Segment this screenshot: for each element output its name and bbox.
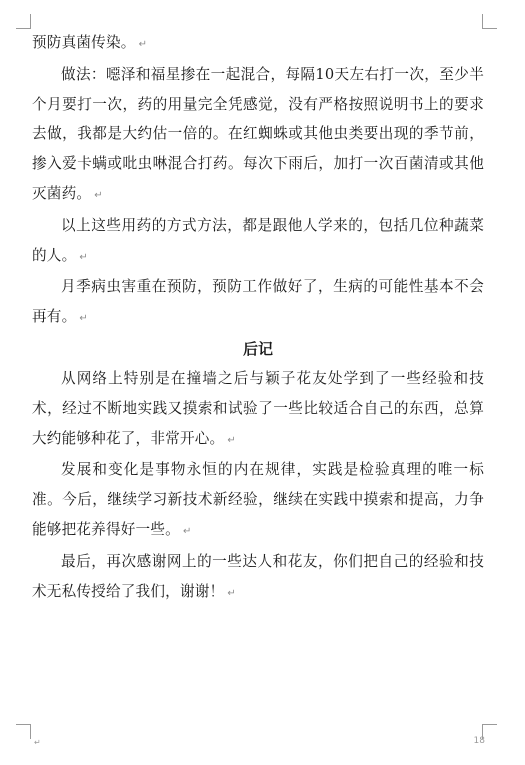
paragraph[interactable]: [32, 272, 484, 334]
page-number: 18: [473, 736, 485, 746]
paragraph-text: 预防真菌传染。: [32, 34, 136, 51]
crop-mark-top-right: [482, 14, 497, 29]
document-body[interactable]: [32, 28, 484, 608]
paragraph[interactable]: [32, 547, 484, 609]
paragraph-text: 以上这些用药的方式方法，都是跟他人学来的，包括几位种蔬菜的人。: [32, 216, 484, 264]
paragraph-text: 做法：噁泽和福星掺在一起混合，每隔10天左右打一次，至少半个月要打一次，药的用量完全凭感觉，没有严格按照说明书上的要求去做，我都是大约估一倍的。在红蜘蛛或其他虫类要出现的季节前，掺入爱卡螨或吡虫啉混合打药。每次下雨后，加打一次百菌清或其他灭菌药。: [32, 65, 484, 202]
paragraph-text: 从网络上特别是在撞墙之后与颖子花友处学到了一些经验和技术，经过不断地实践又摸索和试验了一些比较适合自己的东西，总算大约能够种花了，非常开心。: [32, 369, 484, 447]
paragraph-mark-icon: ↵: [79, 251, 88, 263]
crop-mark-top-left: [16, 14, 31, 29]
footer-paragraph-mark-icon: ↵: [34, 738, 41, 747]
paragraph-text: 最后，再次感谢网上的一些达人和花友，你们把自己的经验和技术无私传授给了我们，谢谢！: [32, 552, 484, 600]
paragraph[interactable]: [32, 364, 484, 455]
paragraph-mark-icon: ↵: [182, 525, 192, 537]
paragraph-mark-icon: ↵: [79, 313, 88, 325]
section-heading: 后记: [242, 339, 273, 358]
paragraph-mark-icon: ↵: [227, 587, 236, 599]
paragraph-mark-icon: ↵: [227, 434, 236, 446]
paragraph[interactable]: [32, 455, 484, 546]
paragraph[interactable]: [32, 28, 484, 60]
paragraph-mark-icon: ↵: [94, 189, 103, 201]
paragraph-mark-icon: ↵: [138, 39, 148, 50]
paragraph[interactable]: [32, 60, 484, 211]
paragraph-text: 发展和变化是事物永恒的内在规律，实践是检验真理的唯一标准。今后，继续学习新技术新经验，继续在实践中摸索和提高，力争能够把花养得好一些。: [32, 461, 484, 538]
crop-mark-bottom-left: [16, 724, 31, 739]
paragraph-text: 月季病虫害重在预防，预防工作做好了，生病的可能性基本不会再有。: [32, 278, 484, 326]
paragraph[interactable]: [32, 211, 484, 273]
